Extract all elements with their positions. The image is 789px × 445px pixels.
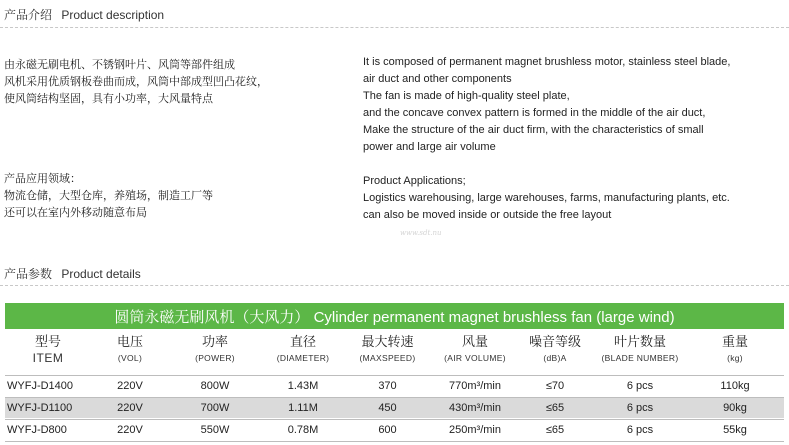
table-row <box>5 397 784 418</box>
header-cn: 噪音等级 <box>528 334 581 349</box>
header-maxspeed <box>345 333 430 366</box>
text-line: air duct and other components <box>363 73 512 85</box>
header-weight <box>690 333 780 366</box>
divider <box>0 27 789 28</box>
cell-power: 800W <box>200 380 230 392</box>
header-en: (BLADE NUMBER) <box>601 353 679 363</box>
details-title-en: Product details <box>61 267 141 281</box>
cell-noise: ≤70 <box>545 380 565 392</box>
header-cn: 重量 <box>721 334 748 349</box>
cell-maxspeed: 600 <box>378 424 397 436</box>
header-en: (kg) <box>727 353 743 363</box>
text-line: Product Applications; <box>363 175 466 187</box>
table-bottom-border <box>5 441 784 442</box>
cell-weight: 110kg <box>720 380 750 392</box>
header-noise <box>520 333 590 366</box>
divider <box>0 285 789 286</box>
header-cn: 电压 <box>116 334 143 349</box>
table-row <box>5 375 784 396</box>
cell-blade-number: 6 pcs <box>626 424 654 436</box>
text-line: 物流仓储，大型仓库，养殖场，制造工厂等 <box>4 190 213 202</box>
description-cn-block <box>4 57 268 108</box>
cell-voltage: 220V <box>117 402 143 414</box>
description-en-block <box>363 54 730 156</box>
cell-maxspeed: 370 <box>378 380 397 392</box>
header-cn: 风量 <box>461 334 488 349</box>
header-en: (dB)A <box>543 353 567 363</box>
cell-diameter: 0.78M <box>287 424 319 436</box>
header-cn: 功率 <box>201 334 228 349</box>
text-line: and the concave convex pattern is formed in the middle of the air duct, <box>363 107 706 119</box>
table-banner: 圆筒永磁无刷风机（大风力） Cylinder permanent magnet brushless fan (large wind) <box>5 303 784 329</box>
cell-maxspeed: 450 <box>378 402 397 414</box>
description-title <box>4 6 164 23</box>
description-title-cn: 产品介绍 <box>4 8 53 22</box>
cell-voltage: 220V <box>117 424 143 436</box>
header-en: (POWER) <box>195 353 235 363</box>
text-line: 产品应用领域： <box>4 173 81 185</box>
cell-air-volume: 250m³/min <box>449 424 501 436</box>
cell-power: 550W <box>200 424 230 436</box>
applications-en-block <box>363 173 730 224</box>
cell-power: 700W <box>200 402 230 414</box>
header-en: (VOL) <box>117 353 143 363</box>
header-item <box>5 333 91 366</box>
header-power <box>169 333 261 366</box>
header-blade-number <box>590 333 690 366</box>
text-line: 由永磁无刷电机、不锈钢叶片、风筒等部件组成 <box>4 59 235 71</box>
table-header <box>5 333 784 373</box>
header-en: (AIR VOLUME) <box>444 353 506 363</box>
header-voltage <box>91 333 169 366</box>
text-line: Make the structure of the air duct firm, with the characteristics of small <box>363 124 704 136</box>
text-line: 使风筒结构坚固，具有小功率，大风量特点 <box>4 93 213 105</box>
header-cn: 叶片数量 <box>613 334 666 349</box>
header-diameter <box>261 333 345 366</box>
text-line: The fan is made of high-quality steel plate, <box>363 90 570 102</box>
details-title <box>4 265 141 282</box>
text-line: power and large air volume <box>363 141 496 153</box>
cell-blade-number: 6 pcs <box>626 380 654 392</box>
header-cn: 直径 <box>289 334 316 349</box>
header-en: ITEM <box>32 351 64 365</box>
header-en: (DIAMETER) <box>276 353 330 363</box>
watermark: www.sdt.nu <box>400 229 442 237</box>
cell-diameter: 1.43M <box>287 380 319 392</box>
header-air-volume <box>430 333 520 366</box>
text-line: can also be moved inside or outside the free layout <box>363 209 612 221</box>
text-line: 风机采用优质钢板卷曲而成，风筒中部成型凹凸花纹， <box>4 76 268 88</box>
cell-model: WYFJ-D800 <box>7 424 67 436</box>
cell-weight: 90kg <box>723 402 747 414</box>
text-line: 还可以在室内外移动随意布局 <box>4 207 147 219</box>
table-row <box>5 419 784 440</box>
cell-noise: ≤65 <box>545 424 565 436</box>
cell-diameter: 1.11M <box>288 402 318 414</box>
cell-blade-number: 6 pcs <box>626 402 654 414</box>
description-title-en: Product description <box>61 8 165 22</box>
header-en: (MAXSPEED) <box>359 353 416 363</box>
cell-model: WYFJ-D1400 <box>7 380 74 392</box>
cell-air-volume: 770m³/min <box>449 380 501 392</box>
cell-air-volume: 430m³/min <box>449 402 501 414</box>
text-line: Logistics warehousing, large warehouses, farms, manufacturing plants, etc. <box>363 192 730 204</box>
cell-noise: ≤65 <box>545 402 565 414</box>
cell-weight: 55kg <box>723 424 747 436</box>
cell-model: WYFJ-D1100 <box>7 402 73 414</box>
applications-cn-block <box>4 171 213 222</box>
cell-voltage: 220V <box>117 380 143 392</box>
text-line: It is composed of permanent magnet brushless motor, stainless steel blade, <box>363 56 731 68</box>
header-cn: 最大转速 <box>361 334 414 349</box>
details-title-cn: 产品参数 <box>4 267 53 281</box>
header-cn: 型号 <box>34 334 61 349</box>
